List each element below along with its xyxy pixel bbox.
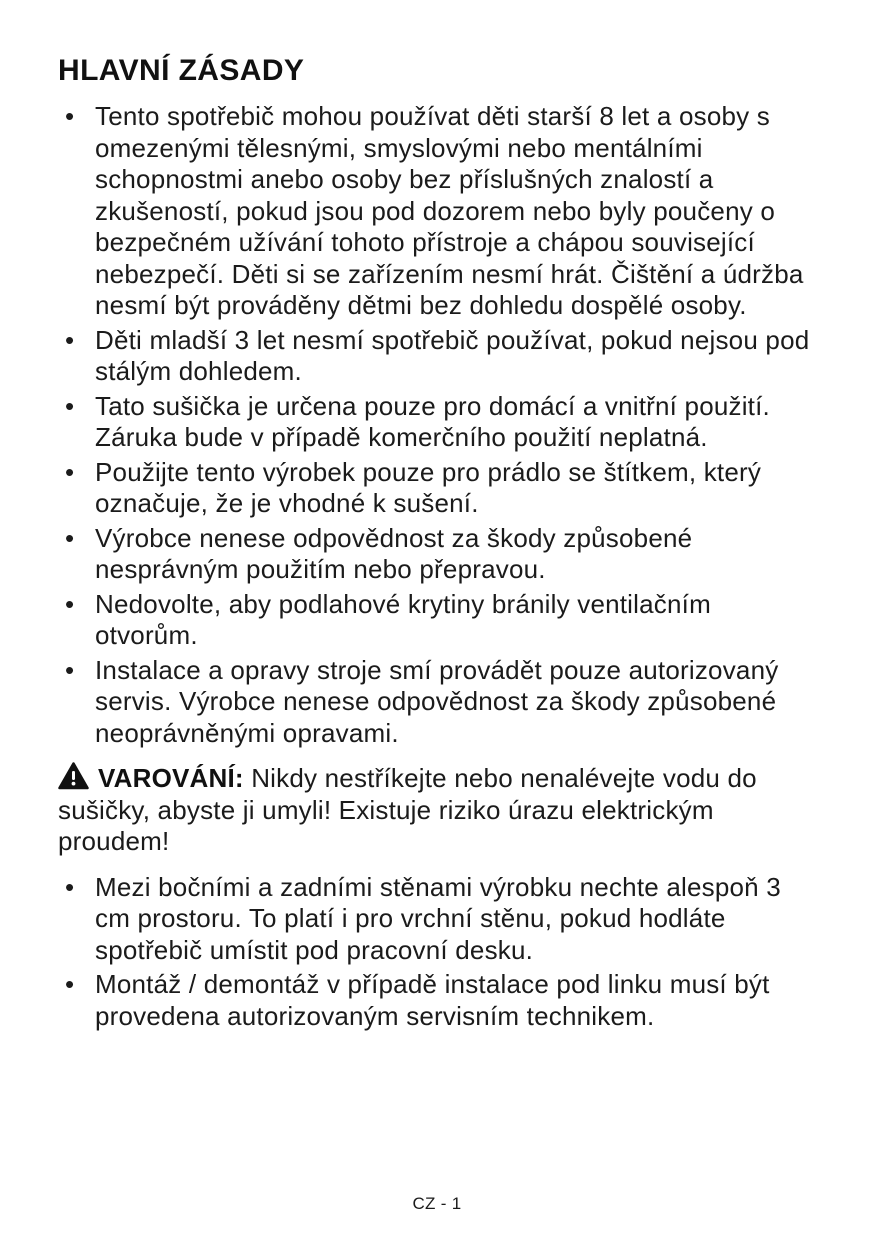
list-item: • Výrobce nenese odpovědnost za škody způsobené nesprávným použitím nebo přepravou. — [58, 523, 812, 586]
safety-bullet-list-bottom — [58, 872, 812, 1033]
warning-text: Nikdy nestříkejte nebo nenalévejte vodu do sušičky, abyste ji umyli! Existuje riziko úrazu elektrickým proudem! — [58, 763, 757, 856]
safety-bullet-list-top — [58, 101, 812, 749]
list-item: • Nedovolte, aby podlahové krytiny bránily ventilačním otvorům. — [58, 589, 812, 652]
page-footer: CZ - 1 — [412, 1194, 462, 1213]
warning-label: VAROVÁNÍ: — [98, 763, 244, 793]
list-item: • Tento spotřebič mohou používat děti starší 8 let a osoby s omezenými tělesnými, smyslovými nebo mentálními schopnostmi anebo osoby bez příslušných znalostí a zkušeností, pokud jsou pod dozorem nebo byly poučeny o bezpečném užívání tohoto přístroje a chápou související nebezpečí. Děti si se zařízením nesmí hrát. Čištění a údržba nesmí být prováděny dětmi bez dohledu dospělé osoby. — [58, 101, 812, 322]
list-item: • Tato sušička je určena pouze pro domácí a vnitřní použití. Záruka bude v případě komerčního použití neplatná. — [58, 391, 812, 454]
list-item: • Mezi bočními a zadními stěnami výrobku nechte alespoň 3 cm prostoru. To platí i pro vrchní stěnu, pokud hodláte spotřebič umístit pod pracovní desku. — [58, 872, 812, 967]
page-title: HLAVNÍ ZÁSADY — [58, 54, 305, 87]
warning-paragraph — [58, 762, 812, 858]
warning-triangle-icon — [58, 762, 89, 790]
list-item: • Děti mladší 3 let nesmí spotřebič používat, pokud nejsou pod stálým dohledem. — [58, 325, 812, 388]
list-item: • Instalace a opravy stroje smí provádět pouze autorizovaný servis. Výrobce nenese odpovědnost za škody způsobené neoprávněnými opravami. — [58, 655, 812, 750]
list-item: • Použijte tento výrobek pouze pro prádlo se štítkem, který označuje, že je vhodné k sušení. — [58, 457, 812, 520]
list-item: • Montáž / demontáž v případě instalace pod linku musí být provedena autorizovaným servisním technikem. — [58, 969, 812, 1032]
